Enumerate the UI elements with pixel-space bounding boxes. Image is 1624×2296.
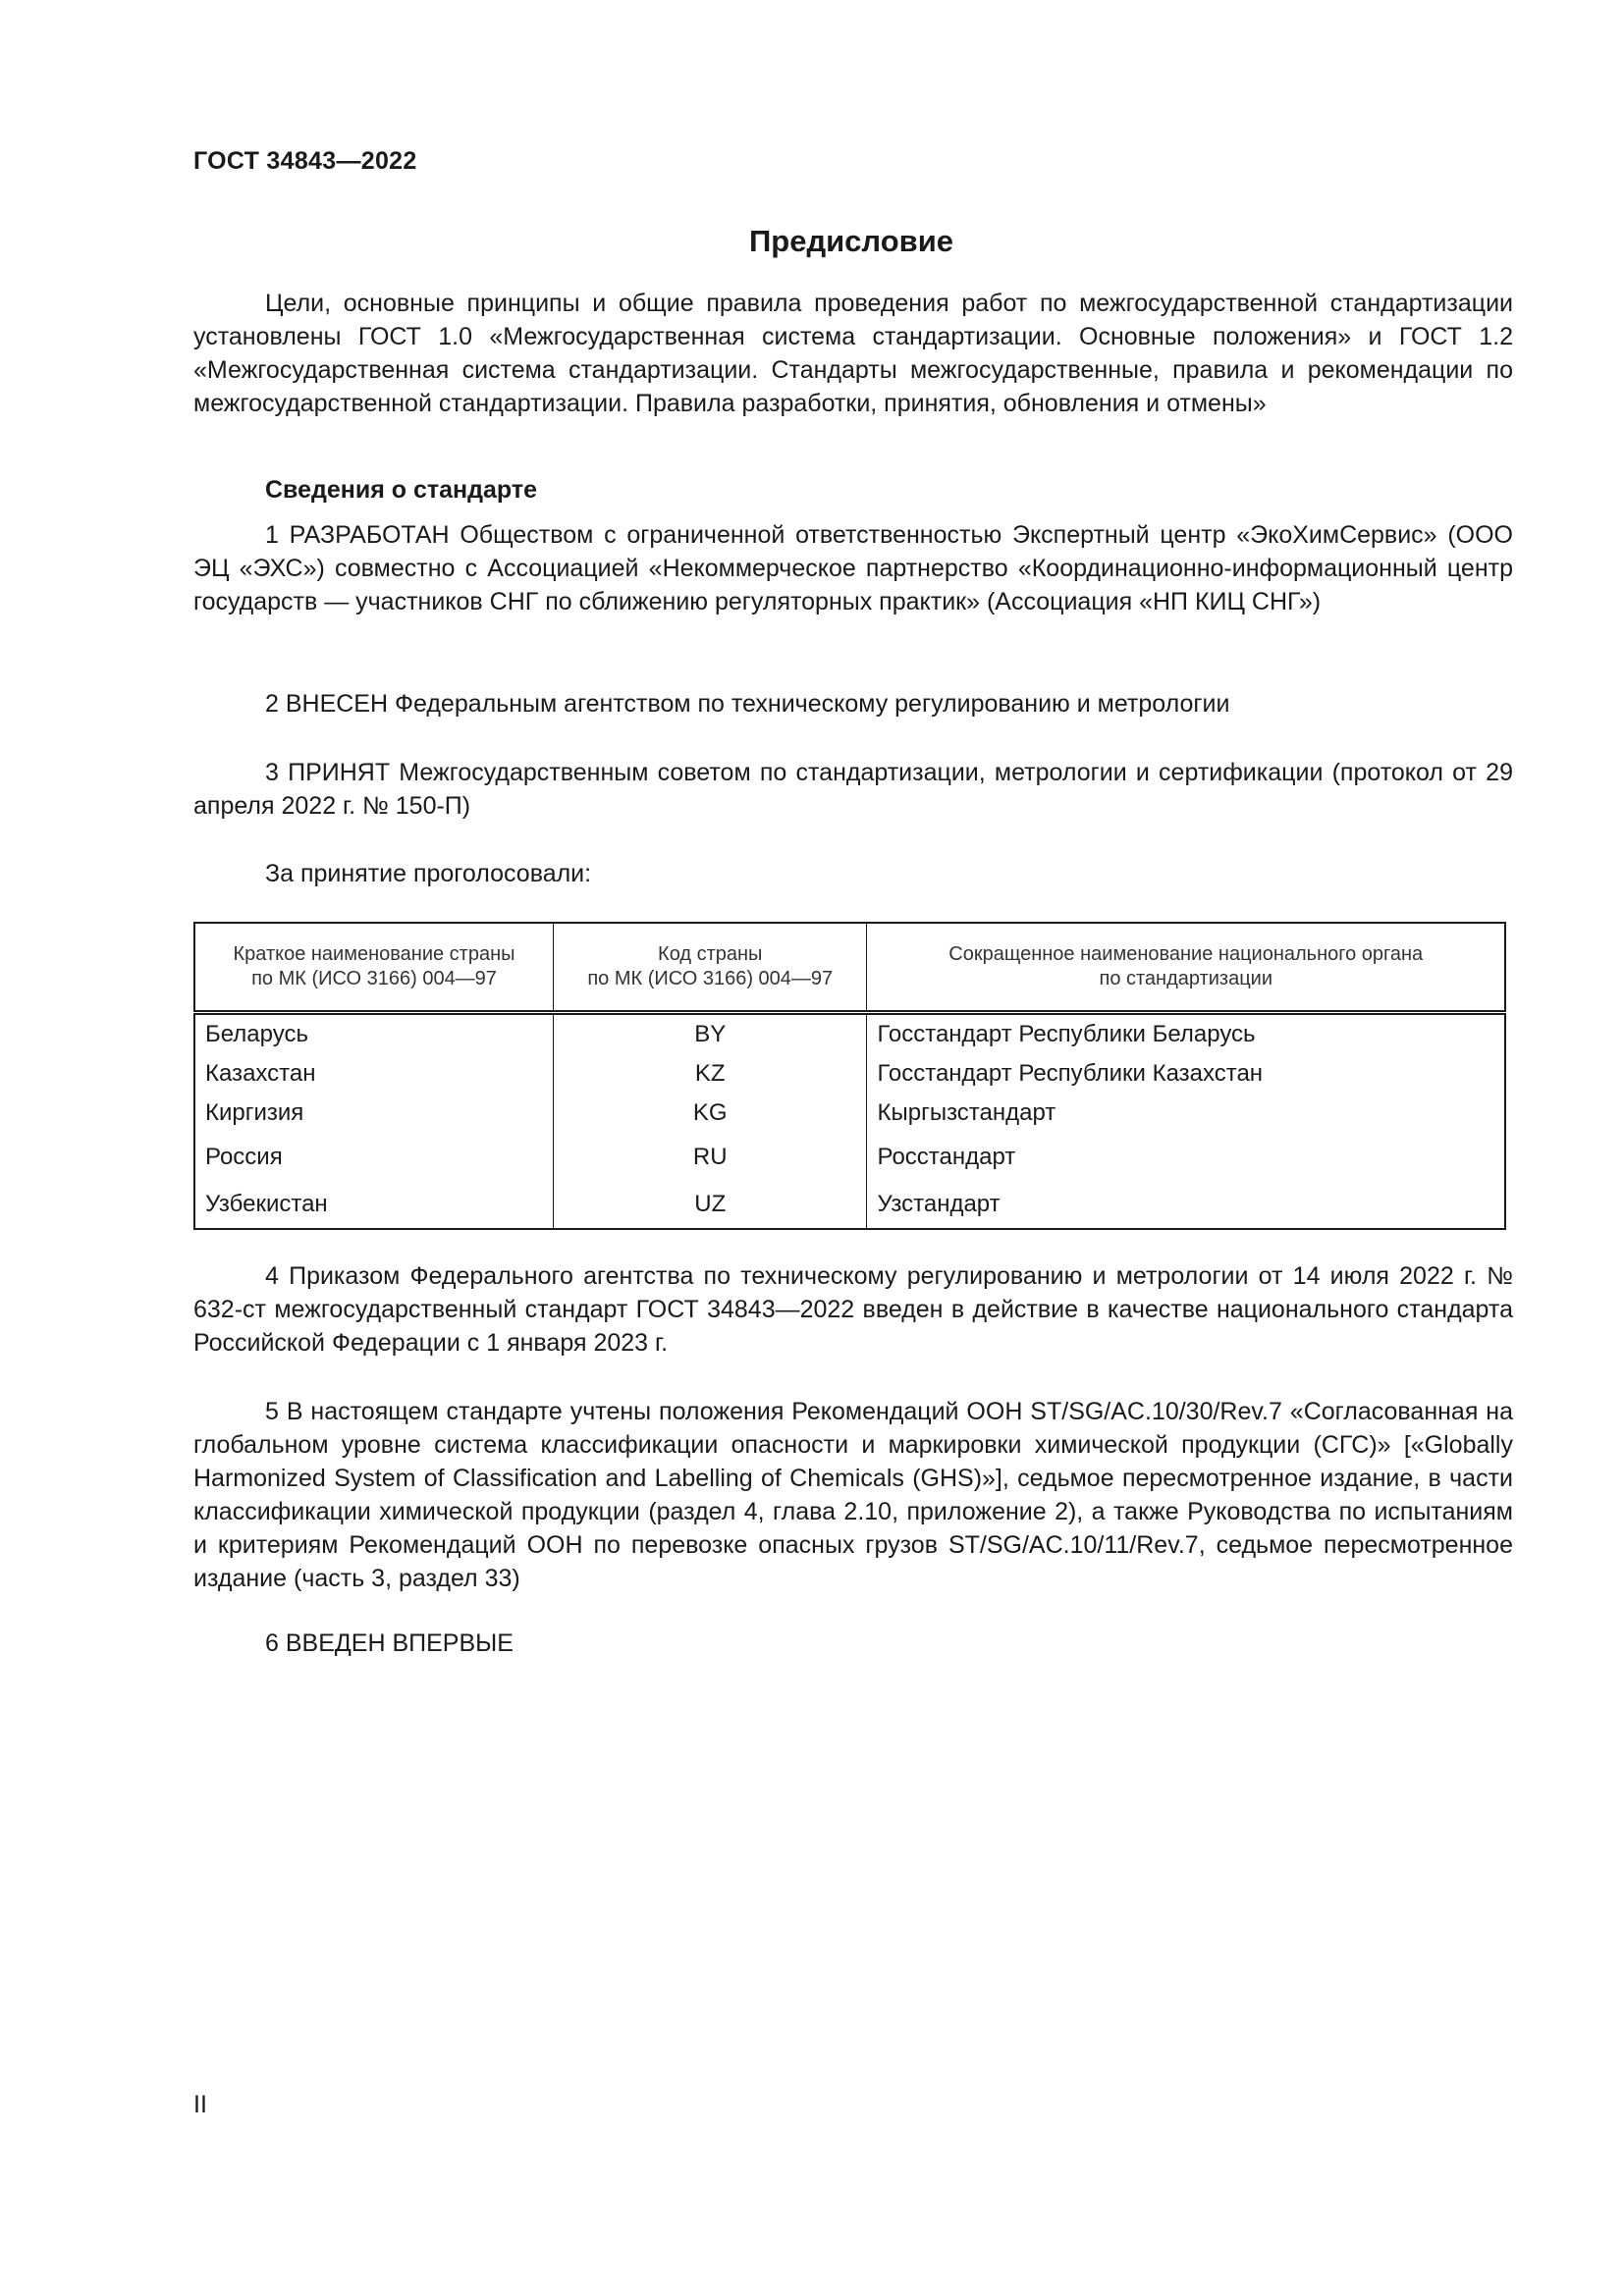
body-cell: Росстандарт	[867, 1133, 1505, 1182]
table-header-country	[194, 923, 554, 1013]
country-cell: Россия	[205, 1143, 283, 1170]
code-cell: UZ	[554, 1182, 867, 1229]
body-cell: Узстандарт	[867, 1182, 1505, 1229]
document-id: ГОСТ 34843—2022	[193, 147, 417, 175]
body-cell: Госстандарт Республики Беларусь	[867, 1013, 1505, 1054]
header-line: по МК (ИСО 3166) 004—97	[251, 968, 497, 989]
item-1-paragraph: 1 РАЗРАБОТАН Обществом с ограниченной ответственностью Экспертный центр «ЭкоХимСервис» (ООО ЭЦ «ЭХС») совместно с Ассоциацией «Некоммерческое партнерство «Координационно-информационный центр государств — участников СНГ по сближению регуляторных практик» (Ассоциация «НП КИЦ СНГ»)	[193, 521, 1513, 615]
intro-paragraph: Цели, основные принципы и общие правила проведения работ по межгосударственной стандартизации установлены ГОСТ 1.0 «Межгосударственная система стандартизации. Основные положения» и ГОСТ 1.2 «Межгосударственная система стандартизации. Стандарты межгосударственные, правила и рекомендации по межгосударственной стандартизации. Правила разработки, принятия, обновления и отмены»	[193, 290, 1513, 417]
code-cell: RU	[554, 1133, 867, 1182]
table-row	[194, 1094, 1505, 1133]
body-cell: Госстандарт Республики Казахстан	[867, 1054, 1505, 1094]
table-row	[194, 1182, 1505, 1229]
table-row	[194, 1133, 1505, 1182]
header-line: Краткое наименование страны	[233, 943, 515, 965]
header-line: по МК (ИСО 3166) 004—97	[587, 968, 834, 989]
country-cell: Узбекистан	[205, 1191, 328, 1217]
table-row	[194, 1013, 1505, 1054]
table-header-code	[554, 923, 867, 1013]
page-title: Предисловие	[748, 224, 953, 258]
header-line: Сокращенное наименование национального органа	[948, 943, 1424, 965]
code-cell: KG	[554, 1094, 867, 1133]
page-number: II	[193, 2091, 207, 2118]
table-row	[194, 1054, 1505, 1094]
voting-table	[193, 922, 1506, 1230]
code-cell: KZ	[554, 1054, 867, 1094]
item-6-paragraph: 6 ВВЕДЕН ВПЕРВЫЕ	[265, 1629, 514, 1657]
header-line: Код страны	[658, 943, 763, 965]
item-5-paragraph: 5 В настоящем стандарте учтены положения Рекомендаций ООН ST/SG/AC.10/30/Rev.7 «Согласованная на глобальном уровне система классификации опасности и маркировки химической продукции (СГС)» [«Globally Harmonized System of Classification and Labelling of Chemicals (GHS)»], седьмое пересмотренное издание, в части классификации химической продукции (раздел 4, глава 2.10, приложение 2), а также Руководства по испытаниям и критериям Рекомендаций ООН по перевозке опасных грузов ST/SG/AC.10/11/Rev.7, седьмое пересмотренное издание (часть 3, раздел 33)	[193, 1398, 1513, 1592]
country-cell: Беларусь	[205, 1020, 308, 1047]
code-cell: BY	[554, 1013, 867, 1054]
table-header-body	[867, 923, 1505, 1013]
header-line: по стандартизации	[1099, 968, 1272, 989]
country-cell: Казахстан	[205, 1059, 316, 1087]
subheading: Сведения о стандарте	[265, 476, 538, 504]
vote-label: За принятие проголосовали:	[265, 860, 592, 887]
item-2-paragraph: 2 ВНЕСЕН Федеральным агентством по техническому регулированию и метрологии	[265, 690, 1230, 718]
country-cell: Киргизия	[205, 1098, 304, 1126]
body-cell: Кыргызстандарт	[867, 1094, 1505, 1133]
item-4-paragraph: 4 Приказом Федерального агентства по техническому регулированию и метрологии от 14 июля 2022 г. № 632-ст межгосударственный стандарт ГОСТ 34843—2022 введен в действие в качестве национального стандарта Российской Федерации с 1 января 2023 г.	[193, 1262, 1513, 1357]
table-header-row	[194, 923, 1505, 1013]
item-3-paragraph: 3 ПРИНЯТ Межгосударственным советом по стандартизации, метрологии и сертификации (протокол от 29 апреля 2022 г. № 150-П)	[193, 759, 1513, 820]
